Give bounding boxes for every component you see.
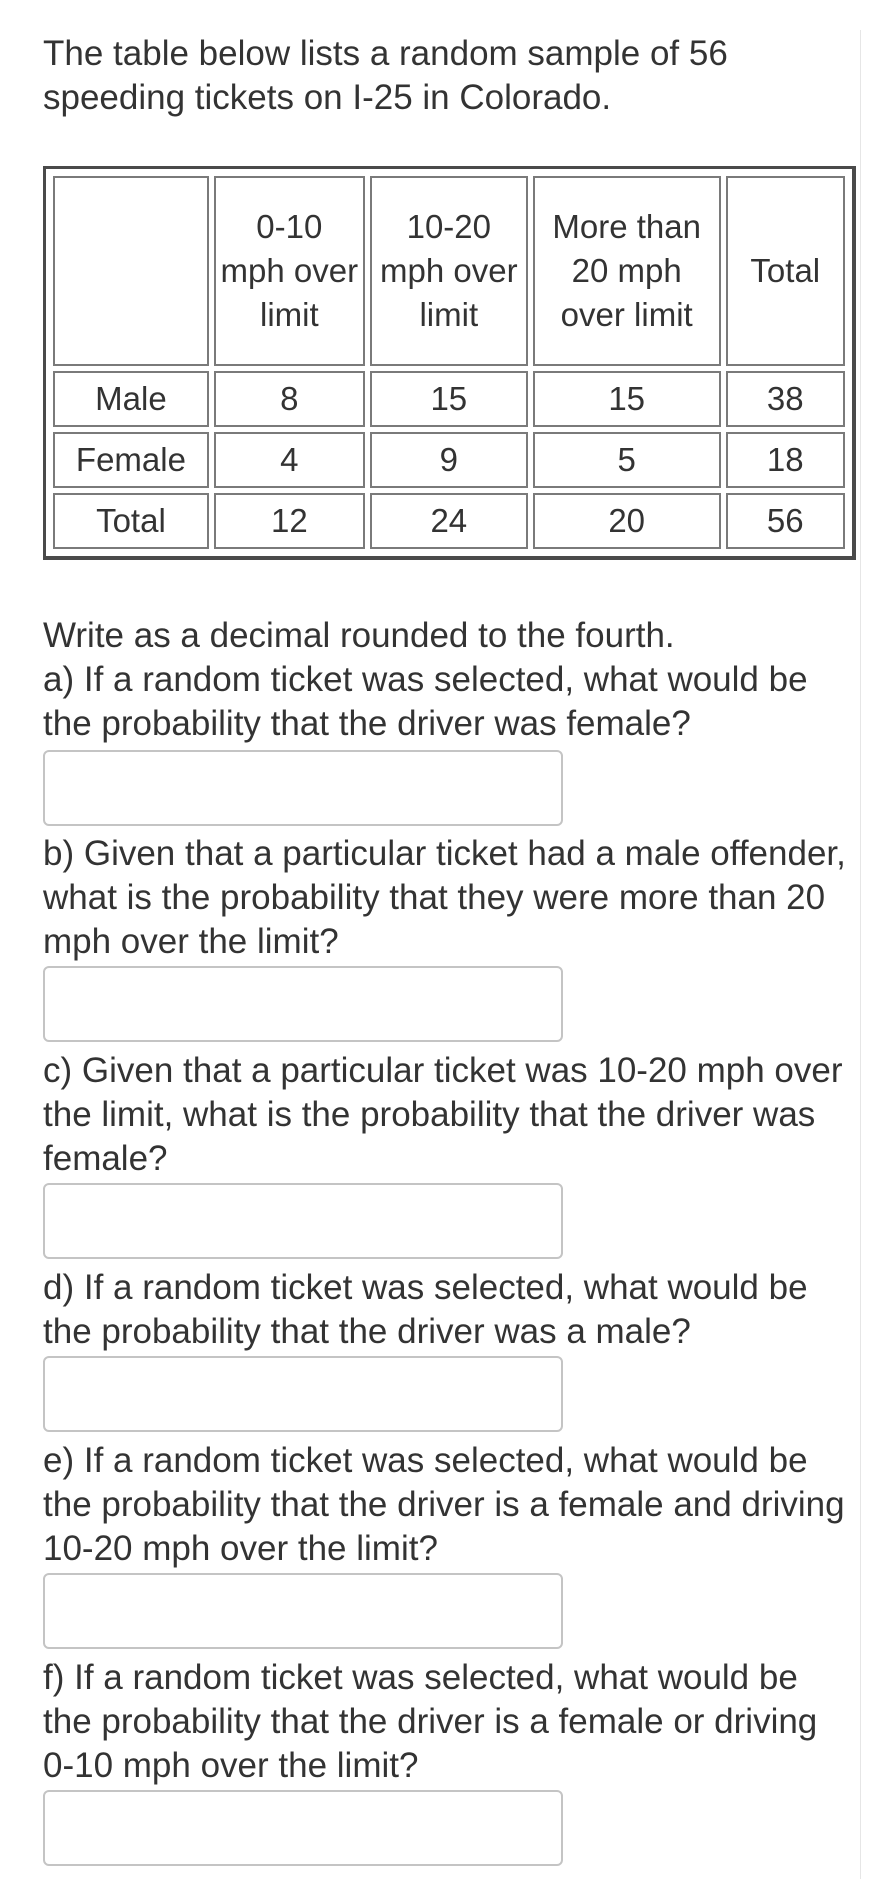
page-divider [860, 30, 861, 1879]
tickets-table [43, 166, 856, 560]
header-cell-10-20: 10-20 mph over limit [370, 176, 528, 366]
table-row-male [53, 371, 845, 427]
table-cell: 24 [370, 493, 528, 549]
row-label: Total [53, 493, 209, 549]
instructions-text: Write as a decimal rounded to the fourth. [43, 616, 675, 655]
question-c-text: c) Given that a particular ticket was 10-20 mph over the limit, what is the probability that the driver was female? [43, 1051, 843, 1178]
table-cell: 15 [370, 371, 528, 427]
answer-b-input[interactable] [43, 966, 563, 1042]
table-cell: 15 [533, 371, 721, 427]
question-e-text: e) If a random ticket was selected, what would be the probability that the driver is a female and driving 10-20 mph over the limit? [43, 1441, 845, 1568]
answer-a-input[interactable] [43, 750, 563, 826]
answer-c-input[interactable] [43, 1183, 563, 1259]
question-d-text: d) If a random ticket was selected, what would be the probability that the driver was a male? [43, 1268, 808, 1351]
header-cell-0-10: 0-10 mph over limit [214, 176, 365, 366]
question-b-text: b) Given that a particular ticket had a male offender, what is the probability that they were more than 20 mph over the limit? [43, 834, 846, 961]
table-cell: 4 [214, 432, 365, 488]
table-row-female [53, 432, 845, 488]
answer-e-input[interactable] [43, 1573, 563, 1649]
table-cell: 18 [726, 432, 845, 488]
table-cell: 20 [533, 493, 721, 549]
answer-f-input[interactable] [43, 1790, 563, 1866]
answer-d-input[interactable] [43, 1356, 563, 1432]
table-cell: 12 [214, 493, 365, 549]
table-cell: 5 [533, 432, 721, 488]
table-cell: 8 [214, 371, 365, 427]
table-row-total [53, 493, 845, 549]
header-cell-total: Total [726, 176, 845, 366]
table-header-row [53, 176, 845, 366]
header-cell-blank [53, 176, 209, 366]
table-cell: 56 [726, 493, 845, 549]
row-label: Male [53, 371, 209, 427]
table-cell: 9 [370, 432, 528, 488]
question-a-text: a) If a random ticket was selected, what would be the probability that the driver was female? [43, 660, 808, 743]
table-cell: 38 [726, 371, 845, 427]
header-cell-more-than-20: More than 20 mph over limit [533, 176, 721, 366]
row-label: Female [53, 432, 209, 488]
intro-text: The table below lists a random sample of 56 speeding tickets on I-25 in Colorado. [43, 34, 728, 117]
question-f-text: f) If a random ticket was selected, what would be the probability that the driver is a female or driving 0-10 mph over the limit? [43, 1658, 818, 1785]
